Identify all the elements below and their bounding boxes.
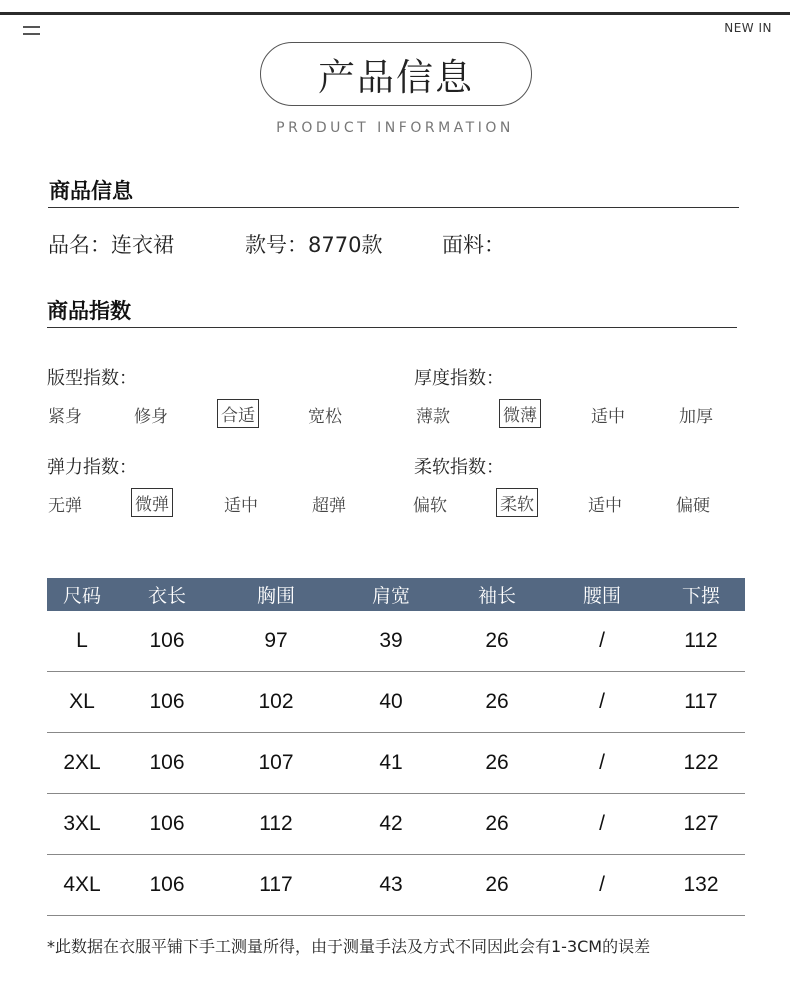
cell-sleeve: 26 (485, 629, 509, 652)
menu-icon[interactable] (23, 25, 40, 37)
cell-size: 4XL (63, 873, 101, 896)
softness-index-label: 柔软指数： (414, 457, 504, 478)
cell-sleeve: 26 (485, 812, 509, 835)
stretch-option: 适中 (224, 496, 258, 516)
header-waist: 腰围 (582, 585, 621, 607)
fit-index-label: 版型指数： (47, 368, 137, 389)
stretch-option: 超弹 (312, 496, 346, 516)
page-subtitle: PRODUCT INFORMATION (276, 120, 514, 136)
fit-option: 修身 (134, 407, 168, 427)
table-row (47, 611, 745, 672)
fit-option-selected: 合适 (217, 399, 259, 428)
softness-option-selected: 柔软 (496, 488, 538, 517)
cell-shoulder: 40 (379, 690, 403, 713)
product-fabric: 面料： (442, 233, 505, 257)
top-bar (0, 12, 790, 15)
table-row (47, 672, 745, 733)
product-index-heading: 商品指数 (47, 299, 131, 323)
cell-shoulder: 39 (379, 629, 403, 652)
softness-option: 偏硬 (676, 496, 710, 516)
product-model: 款号：8770款 (245, 233, 383, 257)
stretch-option: 无弹 (48, 496, 82, 516)
cell-bust: 97 (264, 629, 288, 652)
cell-hem: 112 (684, 629, 718, 652)
cell-sleeve: 26 (485, 873, 509, 896)
header-length: 衣长 (147, 585, 186, 607)
cell-shoulder: 41 (379, 751, 403, 774)
cell-size: 2XL (63, 751, 101, 774)
cell-bust: 107 (258, 751, 294, 774)
thickness-option: 薄款 (416, 407, 450, 427)
header-hem: 下摆 (681, 585, 720, 607)
cell-hem: 122 (683, 751, 719, 774)
fit-option: 紧身 (48, 407, 82, 427)
cell-hem: 127 (683, 812, 719, 835)
divider (47, 327, 737, 328)
cell-waist: / (599, 812, 605, 835)
product-name: 品名：连衣裙 (48, 233, 174, 257)
cell-waist: / (599, 751, 605, 774)
cell-length: 106 (149, 629, 185, 652)
table-row (47, 855, 745, 916)
cell-size: XL (69, 690, 95, 713)
size-table-header (47, 578, 745, 611)
cell-waist: / (599, 629, 605, 652)
cell-length: 106 (149, 812, 185, 835)
new-in-link[interactable]: NEW IN (724, 21, 772, 35)
thickness-option: 适中 (591, 407, 625, 427)
thickness-option-selected: 微薄 (499, 399, 541, 428)
header-size: 尺码 (62, 585, 101, 607)
cell-size: 3XL (63, 812, 101, 835)
cell-length: 106 (149, 690, 185, 713)
cell-bust: 117 (259, 873, 293, 896)
page-title: 产品信息 (260, 42, 532, 106)
thickness-index-label: 厚度指数： (414, 368, 504, 389)
table-row (47, 733, 745, 794)
stretch-index-label: 弹力指数： (47, 457, 137, 478)
cell-hem: 117 (684, 690, 718, 713)
cell-hem: 132 (683, 873, 719, 896)
cell-sleeve: 26 (485, 690, 509, 713)
size-table (47, 578, 745, 916)
cell-sleeve: 26 (485, 751, 509, 774)
cell-shoulder: 42 (379, 812, 403, 835)
softness-option: 适中 (588, 496, 622, 516)
cell-shoulder: 43 (379, 873, 403, 896)
cell-length: 106 (149, 751, 185, 774)
cell-size: L (76, 629, 88, 652)
measurement-note: *此数据在衣服平铺下手工测量所得，由于测量手法及方式不同因此会有1-3CM的误差 (47, 937, 651, 956)
header-sleeve: 袖长 (477, 585, 516, 607)
product-info-heading: 商品信息 (49, 179, 133, 203)
cell-bust: 112 (259, 812, 293, 835)
cell-length: 106 (149, 873, 185, 896)
divider (48, 207, 739, 208)
cell-waist: / (599, 873, 605, 896)
thickness-option: 加厚 (679, 407, 713, 427)
cell-waist: / (599, 690, 605, 713)
stretch-option-selected: 微弹 (131, 488, 173, 517)
header-bust: 胸围 (256, 585, 295, 607)
header-shoulder: 肩宽 (371, 585, 410, 607)
fit-option: 宽松 (308, 407, 342, 427)
softness-option: 偏软 (413, 496, 447, 516)
table-row (47, 794, 745, 855)
cell-bust: 102 (258, 690, 294, 713)
